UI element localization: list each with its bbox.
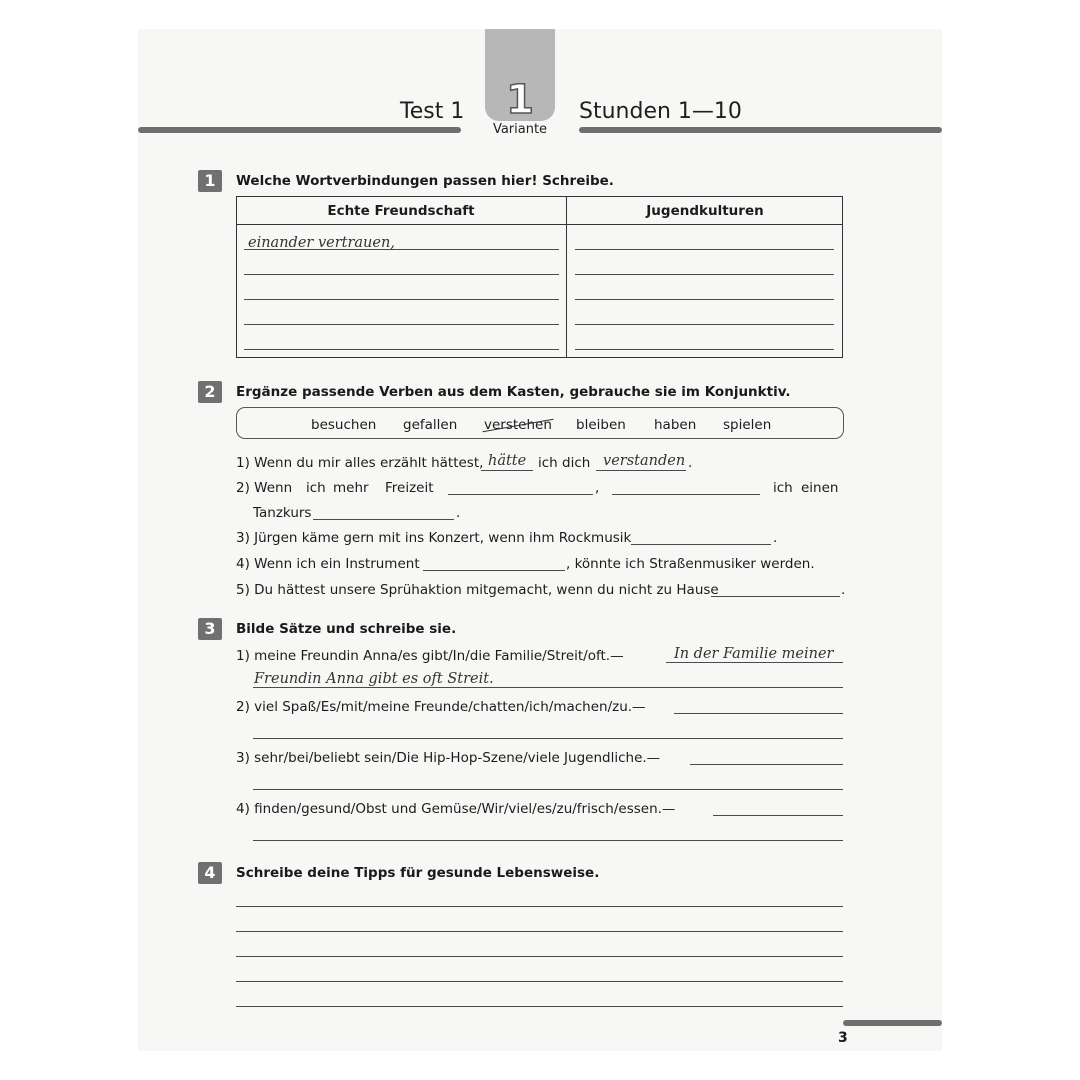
answer-line[interactable] xyxy=(253,738,843,739)
task1-instruction: Welche Wortverbindungen passen hier! Schreibe. xyxy=(236,173,614,189)
column-header-freundschaft: Echte Freundschaft xyxy=(327,203,475,219)
answer-line[interactable] xyxy=(253,840,843,841)
answer-line[interactable] xyxy=(713,815,843,816)
column-header-jugendkulturen: Jugendkulturen xyxy=(646,203,764,219)
task2-sentence-1: 1) Wenn du mir alles erzählt hättest, xyxy=(236,455,484,471)
task2-sentence-2-word: Freizeit xyxy=(385,480,434,496)
answer-line[interactable] xyxy=(631,544,771,545)
answer-line[interactable] xyxy=(575,349,834,350)
answer-line[interactable] xyxy=(244,249,559,250)
answer-line[interactable] xyxy=(244,349,559,350)
sentence-end: . xyxy=(841,582,846,598)
task-number-1: 1 xyxy=(198,170,222,192)
answer-line[interactable] xyxy=(575,299,834,300)
header-rule-right xyxy=(579,127,942,133)
word-item: gefallen xyxy=(403,417,458,433)
answer-line[interactable] xyxy=(423,570,565,571)
test-title: Test 1 xyxy=(400,99,465,124)
handwritten-answer: hätte xyxy=(488,453,527,469)
task2-sentence-2-word: Tanzkurs xyxy=(253,505,312,521)
handwritten-answer: Freundin Anna gibt es oft Streit. xyxy=(254,671,494,687)
task2-instruction: Ergänze passende Verben aus dem Kasten, gebrauche sie im Konjunktiv. xyxy=(236,384,791,400)
word-item: haben xyxy=(654,417,697,433)
answer-line[interactable] xyxy=(596,470,686,471)
word-table xyxy=(236,196,843,358)
task2-sentence-2-word: ich xyxy=(773,480,793,496)
variant-label: Variante xyxy=(492,122,548,137)
task3-instruction: Bilde Sätze und schreibe sie. xyxy=(236,621,457,637)
answer-line[interactable] xyxy=(711,596,840,597)
answer-line[interactable] xyxy=(236,931,843,932)
task2-sentence-1-b: ich dich xyxy=(538,455,591,471)
answer-line[interactable] xyxy=(236,981,843,982)
word-item: bleiben xyxy=(576,417,626,433)
variant-number: 1 xyxy=(506,77,534,123)
task-number-2: 2 xyxy=(198,381,222,403)
task2-sentence-2-word: einen xyxy=(801,480,839,496)
task-number-3: 3 xyxy=(198,618,222,640)
task3-sentence-2: 2) viel Spaß/Es/mit/meine Freunde/chatten/ich/machen/zu.— xyxy=(236,699,646,715)
word-item-crossed xyxy=(484,416,552,434)
task2-sentence-2-word: mehr xyxy=(333,480,369,496)
answer-line[interactable] xyxy=(575,274,834,275)
answer-line[interactable] xyxy=(236,1006,843,1007)
answer-line[interactable] xyxy=(244,274,559,275)
crossed-word: verstehen xyxy=(484,417,552,433)
answer-line[interactable] xyxy=(575,324,834,325)
answer-line[interactable] xyxy=(448,494,593,495)
answer-line[interactable] xyxy=(236,906,843,907)
table-example-answer: einander vertrauen, xyxy=(248,235,395,251)
answer-line[interactable] xyxy=(481,470,533,471)
answer-line[interactable] xyxy=(244,299,559,300)
answer-line[interactable] xyxy=(244,324,559,325)
task2-sentence-4: 4) Wenn ich ein Instrument xyxy=(236,556,420,572)
answer-line[interactable] xyxy=(674,713,843,714)
lessons-title: Stunden 1—10 xyxy=(579,99,742,124)
table-column-divider xyxy=(566,196,567,358)
handwritten-answer: In der Familie meiner xyxy=(674,646,834,662)
sentence-end: . xyxy=(773,530,778,546)
task3-sentence-4: 4) finden/gesund/Obst und Gemüse/Wir/viel/es/zu/frisch/essen.— xyxy=(236,801,676,817)
word-item: besuchen xyxy=(311,417,377,433)
task2-sentence-2-comma: , xyxy=(595,480,600,496)
answer-line[interactable] xyxy=(236,956,843,957)
table-header-divider xyxy=(236,224,843,225)
answer-line[interactable] xyxy=(253,789,843,790)
word-item: spielen xyxy=(723,417,772,433)
task2-sentence-3: 3) Jürgen käme gern mit ins Konzert, wenn ihm Rockmusik xyxy=(236,530,632,546)
answer-line[interactable] xyxy=(313,519,454,520)
task4-instruction: Schreibe deine Tipps für gesunde Lebensweise. xyxy=(236,865,600,881)
task-number-4: 4 xyxy=(198,862,222,884)
task2-sentence-2-word: ich xyxy=(306,480,326,496)
page-number-rule xyxy=(843,1020,942,1026)
handwritten-answer: verstanden xyxy=(603,453,686,469)
answer-line[interactable] xyxy=(612,494,760,495)
task2-sentence-5: 5) Du hättest unsere Sprühaktion mitgemacht, wenn du nicht zu Hause xyxy=(236,582,719,598)
sentence-end: . xyxy=(456,505,461,521)
sentence-end: . xyxy=(688,455,693,471)
header-rule-left xyxy=(138,127,461,133)
answer-line[interactable] xyxy=(575,249,834,250)
page-number: 3 xyxy=(838,1030,848,1046)
answer-line[interactable] xyxy=(690,764,843,765)
task2-sentence-4-b: , könnte ich Straßenmusiker werden. xyxy=(566,556,815,572)
task3-sentence-1: 1) meine Freundin Anna/es gibt/In/die Familie/Streit/oft.— xyxy=(236,648,624,664)
task3-sentence-3: 3) sehr/bei/beliebt sein/Die Hip-Hop-Szene/viele Jugendliche.— xyxy=(236,750,661,766)
task2-sentence-2: 2) Wenn xyxy=(236,480,293,496)
